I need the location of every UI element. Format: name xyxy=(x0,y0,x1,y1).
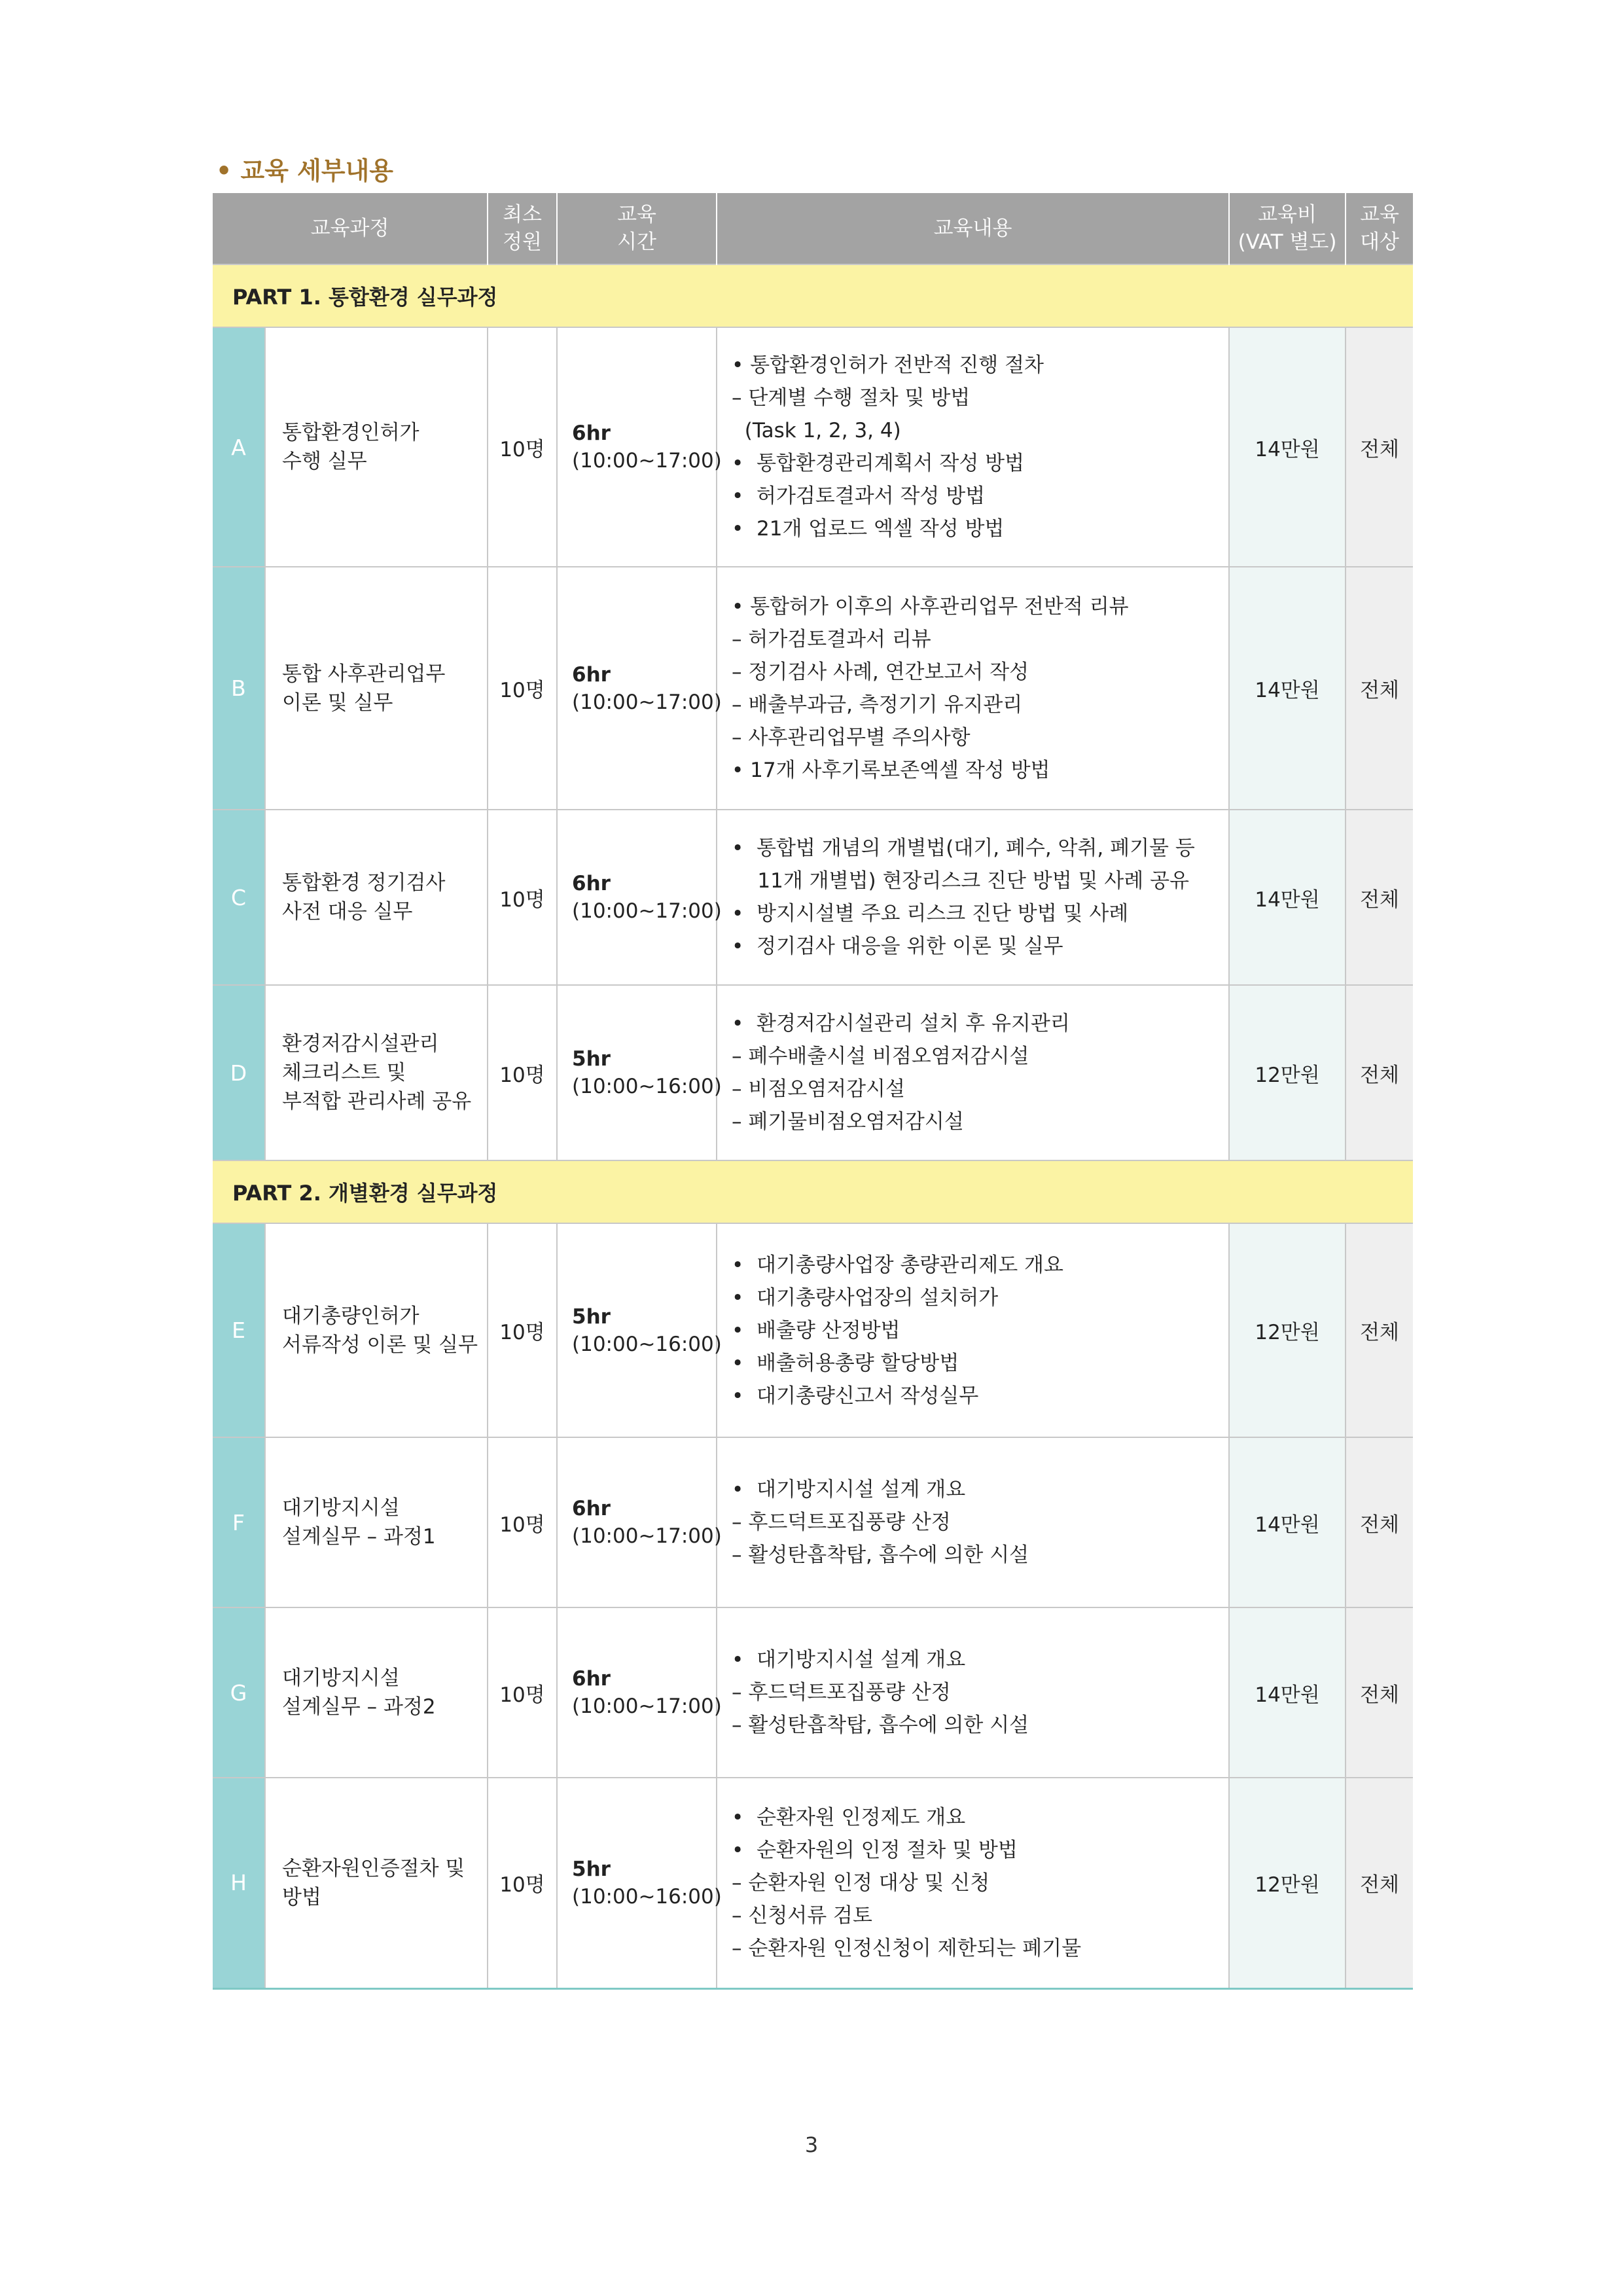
course-row xyxy=(213,1778,1413,1988)
course-letter: H xyxy=(213,1778,265,1988)
content-line: – 순환자원 인정신청이 제한되는 폐기물 xyxy=(732,1936,1082,1960)
content-line: • 대기방지시설 설계 개요 xyxy=(732,1648,966,1672)
table-body xyxy=(213,264,1413,1988)
course-content xyxy=(717,810,1229,985)
course-content xyxy=(717,1223,1229,1437)
course-hours: 5hr xyxy=(572,1047,611,1071)
course-content xyxy=(717,327,1229,567)
course-time-range: (10:00~16:00) xyxy=(572,1075,722,1098)
content-line: • 통합환경관리계획서 작성 방법 xyxy=(732,452,1025,475)
course-target: 전체 xyxy=(1346,810,1413,985)
course-name-line: 부적합 관리사례 공유 xyxy=(282,1090,472,1113)
course-time-range: (10:00~17:00) xyxy=(572,1695,722,1718)
course-capacity: 10명 xyxy=(488,1437,557,1607)
header-target: 교육 대상 xyxy=(1346,193,1413,264)
part-header-row xyxy=(213,1160,1413,1223)
part-title: PART 1. 통합환경 실무과정 xyxy=(213,264,1413,327)
course-name xyxy=(265,327,488,567)
course-time-range: (10:00~16:00) xyxy=(572,1332,722,1356)
course-hours: 5hr xyxy=(572,1857,611,1881)
course-target: 전체 xyxy=(1346,1607,1413,1778)
content-line: • 정기검사 대응을 위한 이론 및 실무 xyxy=(732,935,1063,958)
course-time-range: (10:00~17:00) xyxy=(572,690,722,714)
course-name-line: 통합 사후관리업무 xyxy=(282,662,446,686)
content-line: • 통합허가 이후의 사후관리업무 전반적 리뷰 xyxy=(732,594,1129,619)
course-time xyxy=(557,327,722,567)
content-line: • 21개 업로드 엑셀 작성 방법 xyxy=(732,517,1005,541)
course-name-line: 체크리스트 및 xyxy=(282,1061,406,1085)
course-fee: 12만원 xyxy=(1229,1778,1346,1988)
course-row xyxy=(213,1223,1413,1437)
course-hours: 5hr xyxy=(572,1304,611,1329)
part-title: PART 2. 개별환경 실무과정 xyxy=(213,1160,1413,1223)
content-line: (Task 1, 2, 3, 4) xyxy=(732,419,901,442)
course-fee: 14만원 xyxy=(1229,1607,1346,1778)
course-time xyxy=(557,1607,722,1778)
course-target: 전체 xyxy=(1346,567,1413,810)
course-time xyxy=(557,567,722,810)
course-target: 전체 xyxy=(1346,1437,1413,1607)
course-name-line: 환경저감시설관리 xyxy=(282,1032,439,1056)
course-hours: 6hr xyxy=(572,422,611,445)
education-details-table xyxy=(213,193,1413,1990)
part-header-row xyxy=(213,264,1413,327)
course-fee: 14만원 xyxy=(1229,327,1346,567)
course-letter: G xyxy=(213,1607,265,1778)
content-line: – 정기검사 사례, 연간보고서 작성 xyxy=(732,660,1029,684)
course-name-line: 통합환경인허가 xyxy=(282,421,419,444)
content-line: • 허가검토결과서 작성 방법 xyxy=(732,484,986,508)
course-name xyxy=(265,1778,488,1988)
course-name xyxy=(265,1223,488,1437)
content-line: – 신청서류 검토 xyxy=(732,1903,872,1928)
content-line: • 대기총량사업장의 설치허가 xyxy=(732,1285,999,1310)
content-line: • 방지시설별 주요 리스크 진단 방법 및 사례 xyxy=(732,902,1129,925)
course-fee: 12만원 xyxy=(1229,985,1346,1160)
course-content xyxy=(717,1778,1229,1988)
table-header-row xyxy=(213,193,1413,264)
course-content xyxy=(717,1437,1229,1607)
section-title: • 교육 세부내용 xyxy=(216,156,393,185)
content-line: • 통합법 개념의 개별법(대기, 폐수, 악취, 폐기물 등 xyxy=(732,836,1195,860)
course-letter: E xyxy=(213,1223,265,1437)
course-time xyxy=(557,1223,722,1437)
course-time xyxy=(557,1437,722,1607)
course-fee: 14만원 xyxy=(1229,1437,1346,1607)
course-time-range: (10:00~16:00) xyxy=(572,1884,722,1909)
course-capacity: 10명 xyxy=(488,1778,557,1988)
course-row xyxy=(213,985,1413,1160)
course-row xyxy=(213,327,1413,567)
page-number: 3 xyxy=(804,2132,819,2157)
course-row xyxy=(213,810,1413,985)
course-time xyxy=(557,985,722,1160)
course-target: 전체 xyxy=(1346,1223,1413,1437)
content-line: • 배출량 산정방법 xyxy=(732,1318,901,1342)
header-content: 교육내용 xyxy=(717,193,1229,264)
course-target: 전체 xyxy=(1346,985,1413,1160)
course-hours: 6hr xyxy=(572,1497,611,1520)
course-fee: 14만원 xyxy=(1229,567,1346,810)
content-line: – 폐수배출시설 비점오염저감시설 xyxy=(732,1045,1029,1068)
course-capacity: 10명 xyxy=(488,567,557,810)
content-line: • 17개 사후기록보존엑셀 작성 방법 xyxy=(732,758,1050,782)
course-content xyxy=(717,1607,1229,1778)
course-hours: 6hr xyxy=(572,1667,611,1691)
course-name-line: 설계실무 – 과정2 xyxy=(282,1695,436,1719)
course-name-line: 대기방지시설 xyxy=(282,1666,400,1690)
content-line: • 환경저감시설관리 설치 후 유지관리 xyxy=(732,1012,1070,1035)
course-row xyxy=(213,567,1413,810)
content-line: – 비점오염저감시설 xyxy=(732,1077,905,1101)
course-letter: C xyxy=(213,810,265,985)
content-line: – 허가검토결과서 리뷰 xyxy=(732,627,931,651)
content-line: • 대기총량사업장 총량관리제도 개요 xyxy=(732,1253,1063,1277)
course-letter: A xyxy=(213,327,265,567)
course-name xyxy=(265,567,488,810)
course-content xyxy=(717,567,1229,810)
course-capacity: 10명 xyxy=(488,1223,557,1437)
header-course: 교육과정 xyxy=(213,193,488,264)
course-capacity: 10명 xyxy=(488,810,557,985)
course-name xyxy=(265,810,488,985)
course-time xyxy=(557,810,722,985)
course-time xyxy=(557,1778,722,1988)
course-target: 전체 xyxy=(1346,1778,1413,1988)
content-line: – 후드덕트포집풍량 산정 xyxy=(732,1681,951,1704)
content-line: • 순환자원의 인정 절차 및 방법 xyxy=(732,1838,1018,1862)
content-line: • 통합환경인허가 전반적 진행 절차 xyxy=(732,353,1044,377)
course-name-line: 설계실무 – 과정1 xyxy=(282,1525,436,1549)
course-capacity: 10명 xyxy=(488,1607,557,1778)
course-fee: 14만원 xyxy=(1229,810,1346,985)
content-line: – 후드덕트포집풍량 산정 xyxy=(732,1511,951,1534)
course-time-range: (10:00~17:00) xyxy=(572,449,722,473)
content-line: – 사후관리업무별 주의사항 xyxy=(732,725,971,749)
course-hours: 6hr xyxy=(572,872,611,895)
header-time: 교육 시간 xyxy=(557,193,717,264)
course-capacity: 10명 xyxy=(488,985,557,1160)
course-name xyxy=(265,1437,488,1607)
content-line: – 배출부과금, 측정기기 유지관리 xyxy=(732,692,1023,717)
course-name-line: 이론 및 실무 xyxy=(282,691,393,715)
course-fee: 12만원 xyxy=(1229,1223,1346,1437)
course-row xyxy=(213,1607,1413,1778)
course-time-range: (10:00~17:00) xyxy=(572,899,722,923)
course-letter: D xyxy=(213,985,265,1160)
content-line: – 활성탄흡착탑, 흡수에 의한 시설 xyxy=(732,1713,1029,1737)
content-line: • 순환자원 인정제도 개요 xyxy=(732,1805,966,1829)
course-capacity: 10명 xyxy=(488,327,557,567)
course-name-line: 서류작성 이론 및 실무 xyxy=(282,1333,478,1357)
header-fee: 교육비 (VAT 별도) xyxy=(1229,193,1346,264)
course-hours: 6hr xyxy=(572,662,611,687)
content-line: • 대기방지시설 설계 개요 xyxy=(732,1478,966,1501)
content-line: • 대기총량신고서 작성실무 xyxy=(732,1384,979,1408)
course-name-line: 대기총량인허가 xyxy=(282,1304,419,1328)
course-time-range: (10:00~17:00) xyxy=(572,1524,722,1548)
content-line: 11개 개별법) 현장리스크 진단 방법 및 사례 공유 xyxy=(732,869,1189,893)
course-name xyxy=(265,985,488,1160)
header-capacity: 최소 정원 xyxy=(488,193,557,264)
course-name-line: 방법 xyxy=(282,1885,321,1909)
course-name-line: 대기방지시설 xyxy=(282,1496,400,1520)
course-content xyxy=(717,985,1229,1160)
course-name-line: 순환자원인증절차 및 xyxy=(282,1856,465,1880)
course-name-line: 수행 실무 xyxy=(282,450,367,473)
course-name-line: 사전 대응 실무 xyxy=(282,900,413,924)
content-line: • 배출허용총량 할당방법 xyxy=(732,1351,959,1375)
content-line: – 활성탄흡착탑, 흡수에 의한 시설 xyxy=(732,1543,1029,1567)
content-line: – 폐기물비점오염저감시설 xyxy=(732,1110,964,1134)
content-line: – 단계별 수행 절차 및 방법 xyxy=(732,386,971,410)
course-name xyxy=(265,1607,488,1778)
course-row xyxy=(213,1437,1413,1607)
content-line: – 순환자원 인정 대상 및 신청 xyxy=(732,1871,990,1895)
course-target: 전체 xyxy=(1346,327,1413,567)
course-letter: B xyxy=(213,567,265,810)
course-letter: F xyxy=(213,1437,265,1607)
course-name-line: 통합환경 정기검사 xyxy=(282,871,446,895)
